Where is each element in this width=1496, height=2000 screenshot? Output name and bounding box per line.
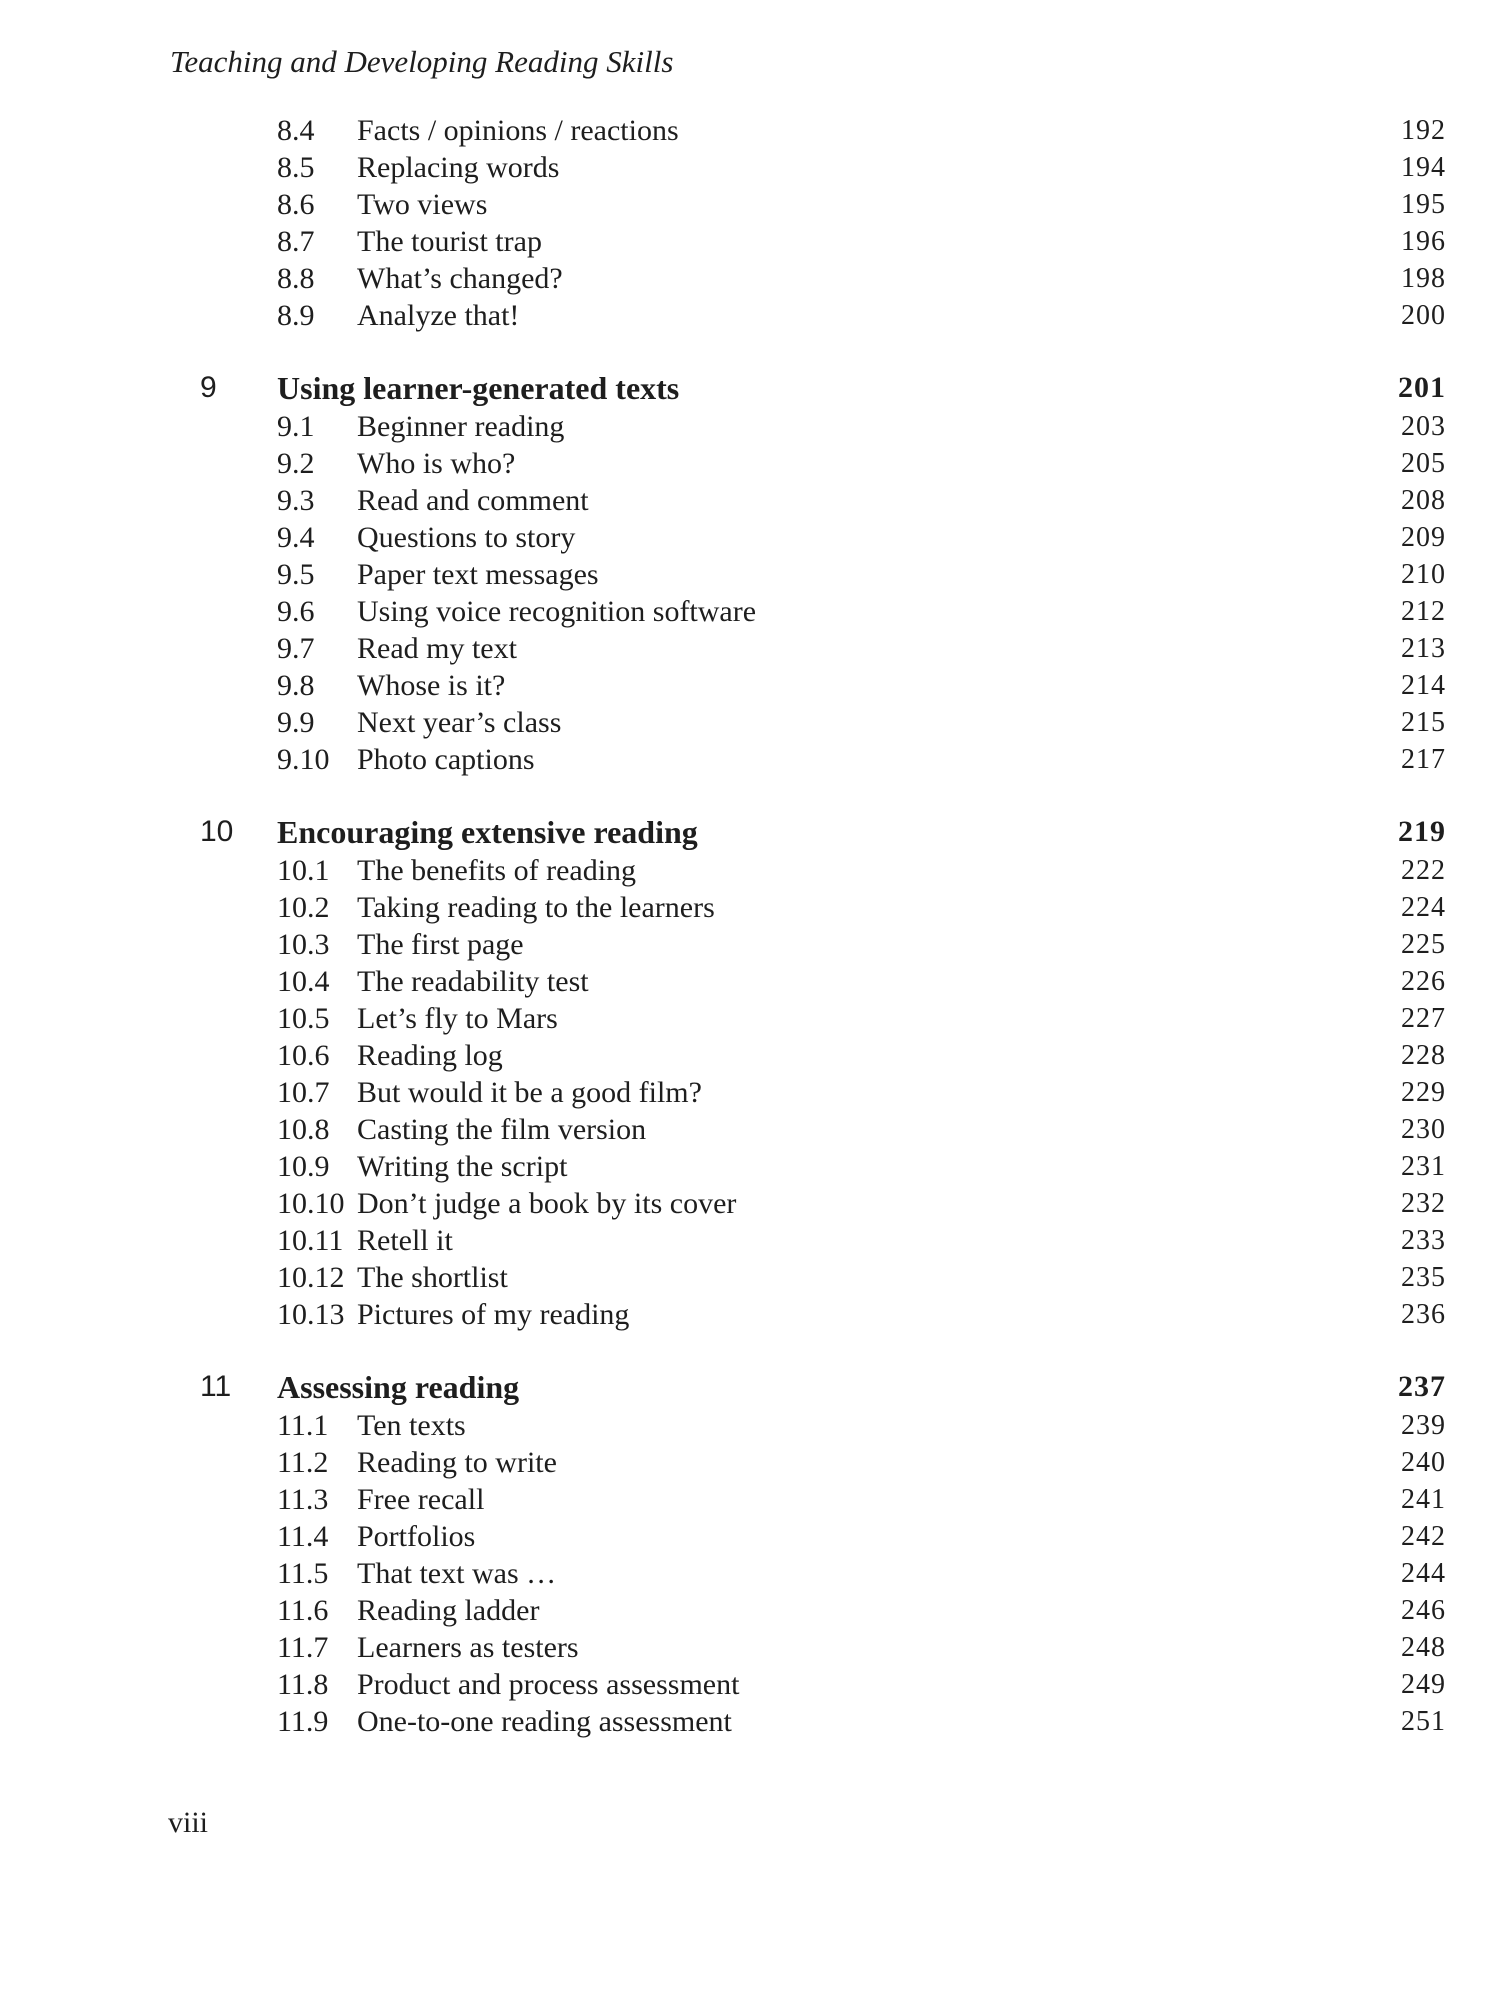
- entry-number: 11.4: [277, 1520, 329, 1553]
- toc-entry: [0, 408, 1496, 445]
- chapter-title: Encouraging extensive reading: [277, 814, 698, 850]
- entry-number: 8.6: [277, 188, 315, 221]
- entry-title: Ten texts: [357, 1409, 466, 1442]
- entry-title: Questions to story: [357, 521, 576, 554]
- chapter-number: 9: [200, 371, 217, 404]
- entry-number: 10.1: [277, 854, 330, 887]
- chapter-spacer: [0, 1333, 1496, 1367]
- entry-page-number: 212: [1401, 596, 1446, 627]
- page-folio: viii: [168, 1806, 209, 1839]
- toc-entry: [0, 1629, 1496, 1666]
- entry-title: Casting the film version: [357, 1113, 647, 1146]
- entry-page-number: 203: [1401, 411, 1446, 442]
- toc-entry: [0, 704, 1496, 741]
- entry-title: Next year’s class: [357, 706, 562, 739]
- entry-page-number: 200: [1401, 300, 1446, 331]
- entry-number: 10.7: [277, 1076, 330, 1109]
- entry-page-number: 244: [1401, 1558, 1446, 1589]
- entry-title: Using voice recognition software: [357, 595, 757, 628]
- entry-title: Whose is it?: [357, 669, 506, 702]
- entry-page-number: 215: [1401, 707, 1446, 738]
- toc-chapter: [0, 334, 1496, 778]
- entry-number: 11.5: [277, 1557, 329, 1590]
- entry-title: That text was …: [357, 1557, 557, 1590]
- toc-entry: [0, 1518, 1496, 1555]
- entry-page-number: 192: [1401, 115, 1446, 146]
- toc-chapter: [0, 112, 1496, 334]
- toc-entry: [0, 1555, 1496, 1592]
- entry-number: 11.9: [277, 1705, 329, 1738]
- entry-title: Replacing words: [357, 151, 560, 184]
- toc-entry: [0, 149, 1496, 186]
- entry-number: 8.5: [277, 151, 315, 184]
- chapter-number: 10: [200, 815, 234, 848]
- toc-entry: [0, 112, 1496, 149]
- entry-title: Portfolios: [357, 1520, 476, 1553]
- entry-number: 11.3: [277, 1483, 329, 1516]
- entry-page-number: 222: [1401, 855, 1446, 886]
- entry-number: 10.4: [277, 965, 330, 998]
- entry-number: 11.1: [277, 1409, 329, 1442]
- entry-number: 10.8: [277, 1113, 330, 1146]
- entry-page-number: 251: [1401, 1706, 1446, 1737]
- toc-entry: [0, 519, 1496, 556]
- toc-entry: [0, 1481, 1496, 1518]
- chapter-spacer: [0, 778, 1496, 812]
- entry-page-number: 233: [1401, 1225, 1446, 1256]
- entry-number: 10.12: [277, 1261, 345, 1294]
- entry-page-number: 194: [1401, 152, 1446, 183]
- entry-number: 9.5: [277, 558, 315, 591]
- entry-title: Product and process assessment: [357, 1668, 740, 1701]
- entry-title: Taking reading to the learners: [357, 891, 715, 924]
- toc-entry: [0, 186, 1496, 223]
- toc-entry: [0, 1296, 1496, 1333]
- entry-title: Who is who?: [357, 447, 516, 480]
- entry-title: Reading to write: [357, 1446, 557, 1479]
- toc-entry: [0, 1148, 1496, 1185]
- entry-title: Pictures of my reading: [357, 1298, 630, 1331]
- toc-entry: [0, 1407, 1496, 1444]
- entry-number: 10.10: [277, 1187, 345, 1220]
- entry-number: 8.8: [277, 262, 315, 295]
- entry-title: Read my text: [357, 632, 517, 665]
- entry-title: Retell it: [357, 1224, 453, 1257]
- entry-title: The shortlist: [357, 1261, 508, 1294]
- entry-number: 8.4: [277, 114, 315, 147]
- entry-page-number: 240: [1401, 1447, 1446, 1478]
- toc-entry: [0, 1259, 1496, 1296]
- entry-title: Free recall: [357, 1483, 485, 1516]
- entry-page-number: 224: [1401, 892, 1446, 923]
- toc-entry: [0, 445, 1496, 482]
- chapter-heading: [0, 812, 1496, 852]
- entry-page-number: 196: [1401, 226, 1446, 257]
- entry-title: Beginner reading: [357, 410, 565, 443]
- entry-page-number: 209: [1401, 522, 1446, 553]
- entry-title: Read and comment: [357, 484, 589, 517]
- entry-number: 11.7: [277, 1631, 329, 1664]
- entry-title: The tourist trap: [357, 225, 542, 258]
- entry-page-number: 227: [1401, 1003, 1446, 1034]
- toc-entry: [0, 260, 1496, 297]
- entry-title: Reading ladder: [357, 1594, 540, 1627]
- entry-number: 10.11: [277, 1224, 344, 1257]
- entry-page-number: 225: [1401, 929, 1446, 960]
- entry-page-number: 213: [1401, 633, 1446, 664]
- entry-number: 9.9: [277, 706, 315, 739]
- entry-page-number: 230: [1401, 1114, 1446, 1145]
- toc-entry: [0, 1666, 1496, 1703]
- entry-number: 10.3: [277, 928, 330, 961]
- entry-page-number: 198: [1401, 263, 1446, 294]
- toc-entry: [0, 1185, 1496, 1222]
- toc-entry: [0, 223, 1496, 260]
- entry-page-number: 208: [1401, 485, 1446, 516]
- toc-entry: [0, 1111, 1496, 1148]
- entry-title: Writing the script: [357, 1150, 568, 1183]
- toc-entry: [0, 1000, 1496, 1037]
- toc-entry: [0, 482, 1496, 519]
- table-of-contents: [0, 112, 1496, 1740]
- entry-page-number: 249: [1401, 1669, 1446, 1700]
- chapter-page-number: 201: [1398, 371, 1446, 404]
- entry-title: Reading log: [357, 1039, 503, 1072]
- entry-page-number: 229: [1401, 1077, 1446, 1108]
- entry-number: 11.8: [277, 1668, 329, 1701]
- entry-title: Learners as testers: [357, 1631, 579, 1664]
- entry-page-number: 210: [1401, 559, 1446, 590]
- entry-page-number: 195: [1401, 189, 1446, 220]
- toc-entry: [0, 556, 1496, 593]
- entry-number: 9.6: [277, 595, 315, 628]
- toc-entry: [0, 297, 1496, 334]
- entry-number: 9.7: [277, 632, 315, 665]
- toc-entry: [0, 1703, 1496, 1740]
- entry-title: Paper text messages: [357, 558, 599, 591]
- chapter-title: Assessing reading: [277, 1369, 520, 1405]
- chapter-heading: [0, 368, 1496, 408]
- entry-page-number: 248: [1401, 1632, 1446, 1663]
- entry-title: Analyze that!: [357, 299, 520, 332]
- toc-entry: [0, 741, 1496, 778]
- entry-title: Two views: [357, 188, 488, 221]
- chapter-title: Using learner-generated texts: [277, 370, 680, 406]
- entry-page-number: 246: [1401, 1595, 1446, 1626]
- entry-title: One-to-one reading assessment: [357, 1705, 732, 1738]
- entry-page-number: 236: [1401, 1299, 1446, 1330]
- entry-title: Photo captions: [357, 743, 535, 776]
- entry-number: 10.5: [277, 1002, 330, 1035]
- toc-entry: [0, 667, 1496, 704]
- entry-number: 10.13: [277, 1298, 345, 1331]
- toc-entry: [0, 963, 1496, 1000]
- chapter-heading: [0, 1367, 1496, 1407]
- entry-number: 9.4: [277, 521, 315, 554]
- entry-page-number: 231: [1401, 1151, 1446, 1182]
- toc-entry: [0, 1037, 1496, 1074]
- entry-page-number: 205: [1401, 448, 1446, 479]
- entry-number: 9.2: [277, 447, 315, 480]
- chapter-number: 11: [200, 1370, 232, 1403]
- toc-entry: [0, 1592, 1496, 1629]
- entry-number: 8.7: [277, 225, 315, 258]
- entry-number: 9.3: [277, 484, 315, 517]
- entry-number: 9.8: [277, 669, 315, 702]
- entry-page-number: 226: [1401, 966, 1446, 997]
- entry-title: The first page: [357, 928, 524, 961]
- toc-entry: [0, 1222, 1496, 1259]
- entry-page-number: 239: [1401, 1410, 1446, 1441]
- entry-number: 11.6: [277, 1594, 329, 1627]
- entry-title: But would it be a good film?: [357, 1076, 702, 1109]
- toc-entry: [0, 1444, 1496, 1481]
- toc-entry: [0, 889, 1496, 926]
- entry-number: 10.2: [277, 891, 330, 924]
- toc-entry: [0, 1074, 1496, 1111]
- entry-page-number: 241: [1401, 1484, 1446, 1515]
- entry-title: Don’t judge a book by its cover: [357, 1187, 737, 1220]
- entry-title: The benefits of reading: [357, 854, 637, 887]
- entry-page-number: 214: [1401, 670, 1446, 701]
- entry-page-number: 242: [1401, 1521, 1446, 1552]
- running-head: Teaching and Developing Reading Skills: [170, 44, 674, 79]
- chapter-spacer: [0, 334, 1496, 368]
- entry-number: 8.9: [277, 299, 315, 332]
- entry-number: 9.1: [277, 410, 315, 443]
- entry-page-number: 217: [1401, 744, 1446, 775]
- entry-page-number: 228: [1401, 1040, 1446, 1071]
- toc-chapter: [0, 1333, 1496, 1740]
- toc-entry: [0, 630, 1496, 667]
- toc-entry: [0, 926, 1496, 963]
- entry-number: 11.2: [277, 1446, 329, 1479]
- entry-title: What’s changed?: [357, 262, 563, 295]
- chapter-page-number: 219: [1398, 815, 1446, 848]
- entry-title: Let’s fly to Mars: [357, 1002, 558, 1035]
- toc-entry: [0, 852, 1496, 889]
- entry-title: The readability test: [357, 965, 589, 998]
- entry-number: 9.10: [277, 743, 330, 776]
- entry-page-number: 235: [1401, 1262, 1446, 1293]
- entry-number: 10.9: [277, 1150, 330, 1183]
- toc-chapter: [0, 778, 1496, 1333]
- entry-number: 10.6: [277, 1039, 330, 1072]
- chapter-page-number: 237: [1398, 1370, 1446, 1403]
- entry-page-number: 232: [1401, 1188, 1446, 1219]
- toc-entry: [0, 593, 1496, 630]
- entry-title: Facts / opinions / reactions: [357, 114, 679, 147]
